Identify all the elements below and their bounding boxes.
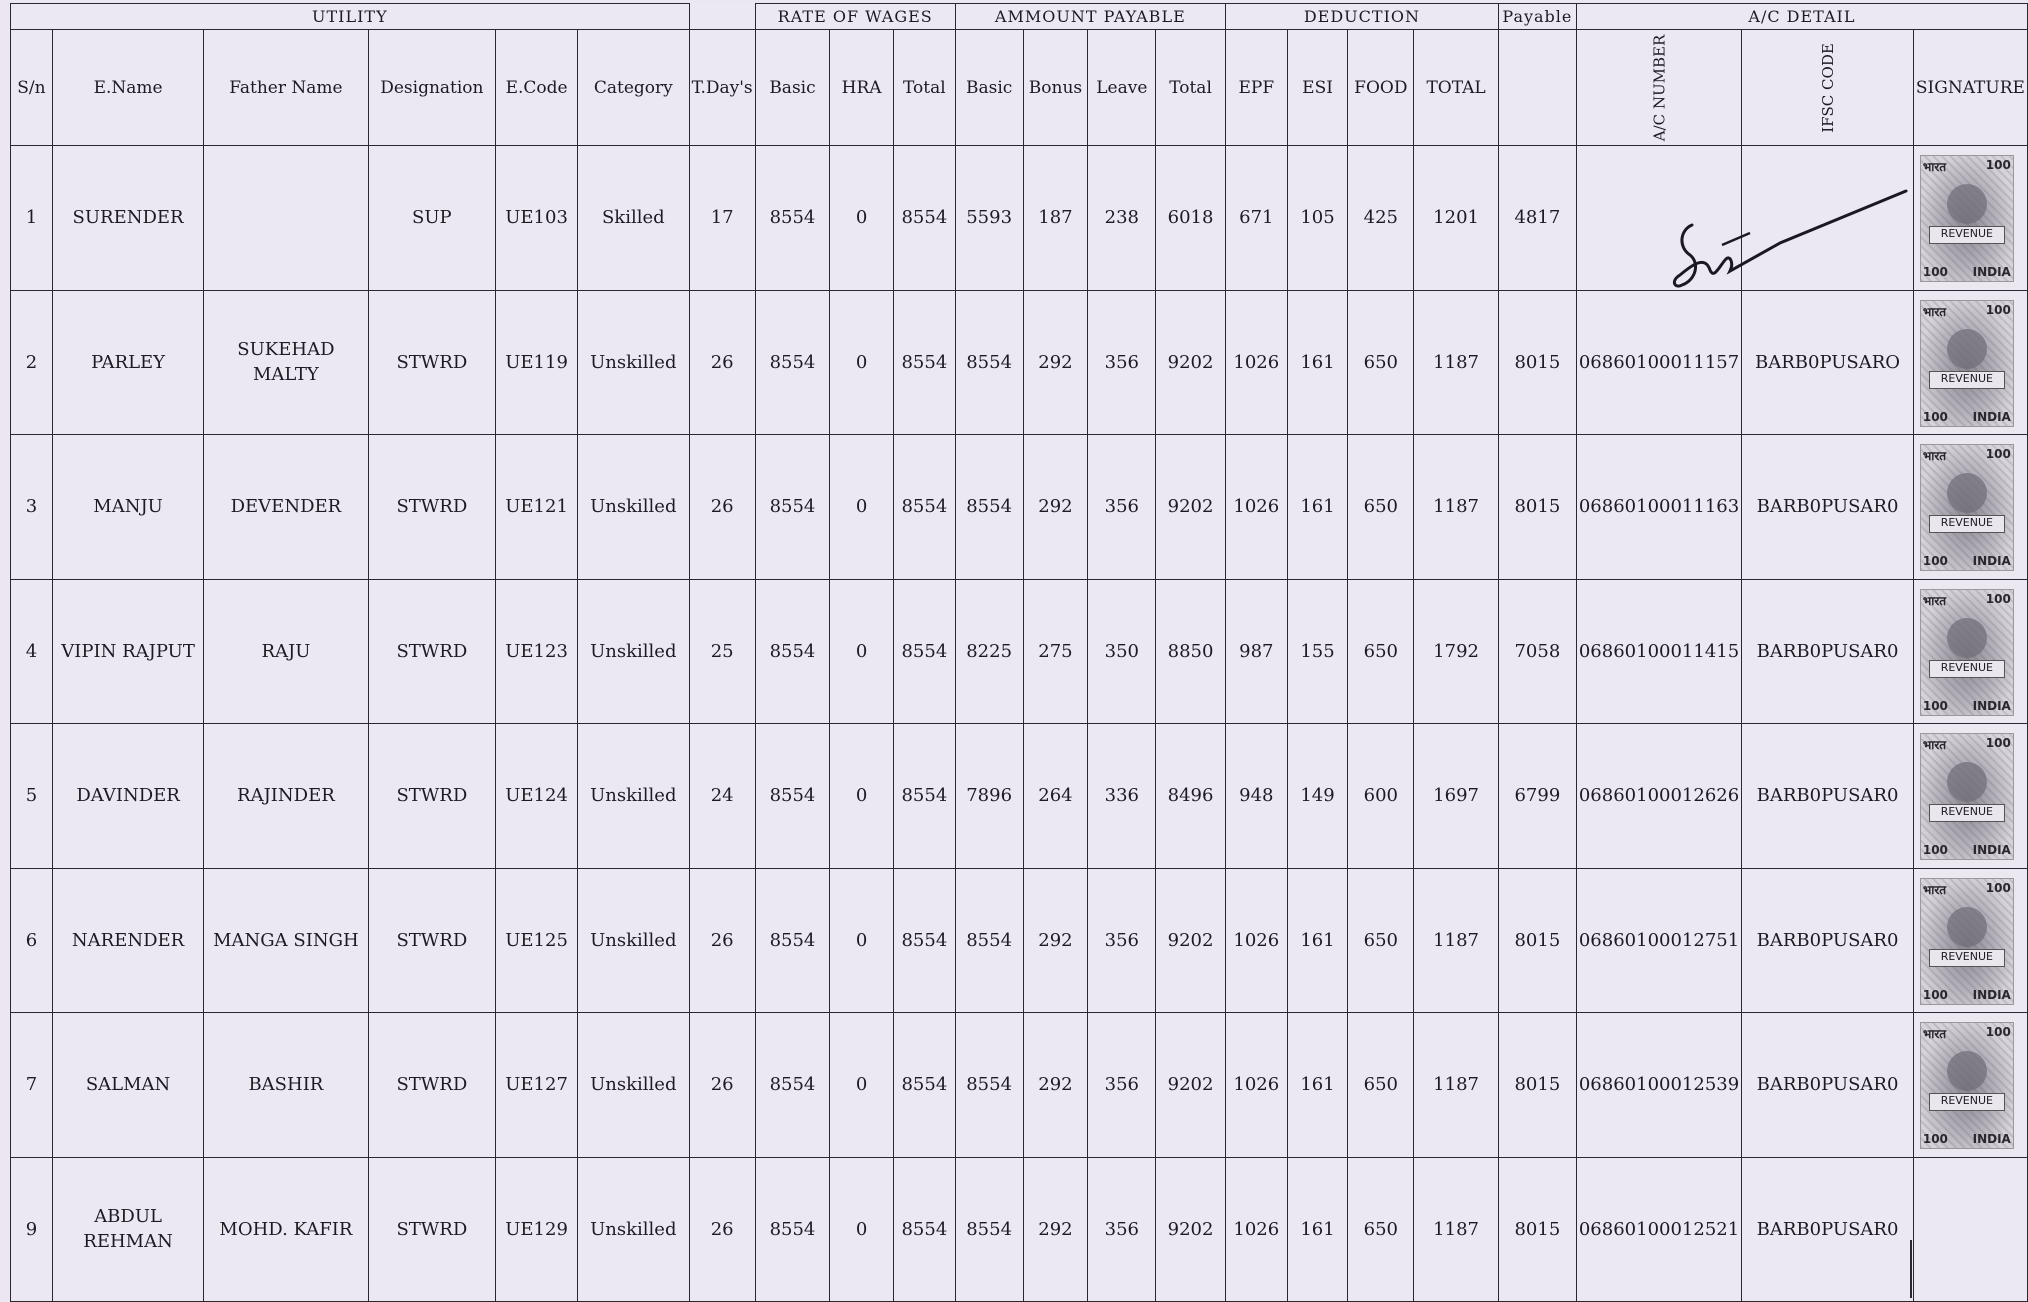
cell-ded-food: 650 bbox=[1348, 579, 1414, 724]
revenue-stamp bbox=[1920, 444, 2014, 571]
emblem-icon bbox=[1947, 329, 1987, 369]
cell-father: BASHIR bbox=[204, 1013, 368, 1158]
cell-category: Unskilled bbox=[577, 579, 689, 724]
cell-ecode: UE119 bbox=[496, 290, 578, 435]
col-ifsc-label: IFSC CODE bbox=[1818, 42, 1837, 133]
cell-ifsc: BARB0PUSAR0 bbox=[1742, 724, 1914, 869]
emblem-icon bbox=[1947, 762, 1987, 802]
cell-amt-basic: 8554 bbox=[955, 1013, 1023, 1158]
cell-designation: STWRD bbox=[368, 1157, 496, 1302]
group-payable: Payable bbox=[1498, 4, 1576, 30]
cell-amt-total: 9202 bbox=[1156, 868, 1226, 1013]
cell-designation: STWRD bbox=[368, 868, 496, 1013]
cell-signature bbox=[1913, 290, 2027, 435]
cell-ded-total: 1187 bbox=[1414, 1013, 1499, 1158]
cell-rate-hra: 0 bbox=[830, 724, 894, 869]
stamp-top-text: भारत 100 bbox=[1922, 736, 2011, 752]
stamp-bottom-text: 100 INDIA bbox=[1922, 843, 2011, 857]
cell-ded-epf: 1026 bbox=[1225, 1013, 1287, 1158]
cell-rate-total: 8554 bbox=[893, 146, 955, 291]
stamp-word: REVENUE bbox=[1929, 1093, 2005, 1111]
stamp-top-text: भारत 100 bbox=[1922, 158, 2011, 174]
cell-amt-leave: 356 bbox=[1088, 290, 1156, 435]
stamp-top-text: भारत 100 bbox=[1922, 302, 2011, 319]
cell-sn: 6 bbox=[11, 868, 53, 1013]
cell-payable: 8015 bbox=[1498, 1013, 1576, 1158]
col-ac-number-label: A/C NUMBER bbox=[1650, 34, 1669, 141]
emblem-icon bbox=[1947, 473, 1987, 513]
cell-ded-esi: 161 bbox=[1287, 435, 1348, 580]
cell-ecode: UE123 bbox=[496, 579, 578, 724]
cell-designation: STWRD bbox=[368, 290, 496, 435]
cell-rate-total: 8554 bbox=[893, 435, 955, 580]
handwritten-signature bbox=[1630, 185, 1910, 315]
group-utility: UTILITY bbox=[11, 4, 690, 30]
cell-rate-basic: 8554 bbox=[755, 146, 830, 291]
cell-ifsc: BARB0PUSARO bbox=[1742, 290, 1914, 435]
cell-ecode: UE121 bbox=[496, 435, 578, 580]
cell-rate-basic: 8554 bbox=[755, 579, 830, 724]
cell-amt-leave: 356 bbox=[1088, 1157, 1156, 1302]
table-row bbox=[11, 868, 2028, 1013]
cell-sn: 4 bbox=[11, 579, 53, 724]
cell-ename: ABDUL REHMAN bbox=[52, 1157, 203, 1302]
cell-ecode: UE125 bbox=[496, 868, 578, 1013]
cell-ded-total: 1697 bbox=[1414, 724, 1499, 869]
cell-tdays: 17 bbox=[689, 146, 755, 291]
group-rate-of-wages: RATE OF WAGES bbox=[755, 4, 955, 30]
cell-amt-bonus: 292 bbox=[1023, 290, 1088, 435]
col-signature: SIGNATURE bbox=[1913, 30, 2027, 146]
cell-rate-hra: 0 bbox=[830, 579, 894, 724]
cell-ded-food: 650 bbox=[1348, 435, 1414, 580]
cell-amt-total: 9202 bbox=[1156, 1013, 1226, 1158]
cell-ded-food: 650 bbox=[1348, 868, 1414, 1013]
cell-rate-basic: 8554 bbox=[755, 1013, 830, 1158]
cell-amt-bonus: 292 bbox=[1023, 1013, 1088, 1158]
cell-signature bbox=[1913, 1013, 2027, 1158]
cell-ifsc: BARB0PUSAR0 bbox=[1742, 435, 1914, 580]
col-sn: S/n bbox=[11, 30, 53, 146]
cell-ac-number: 06860100012751 bbox=[1576, 868, 1741, 1013]
cell-amt-bonus: 292 bbox=[1023, 435, 1088, 580]
cell-rate-total: 8554 bbox=[893, 724, 955, 869]
col-ded-food: FOOD bbox=[1348, 30, 1414, 146]
cell-ded-esi: 161 bbox=[1287, 1013, 1348, 1158]
cell-amt-total: 9202 bbox=[1156, 435, 1226, 580]
cell-rate-hra: 0 bbox=[830, 435, 894, 580]
stamp-top-text: भारत 100 bbox=[1922, 591, 2011, 608]
col-ename: E.Name bbox=[52, 30, 203, 146]
cell-category: Skilled bbox=[577, 146, 689, 291]
cell-sn: 7 bbox=[11, 1013, 53, 1158]
col-rate-basic: Basic bbox=[755, 30, 830, 146]
cell-ded-epf: 987 bbox=[1225, 579, 1287, 724]
cell-designation: STWRD bbox=[368, 579, 496, 724]
cell-rate-total: 8554 bbox=[893, 579, 955, 724]
group-amount-payable: AMMOUNT PAYABLE bbox=[955, 4, 1225, 30]
cell-designation: STWRD bbox=[368, 1013, 496, 1158]
cell-ecode: UE124 bbox=[496, 724, 578, 869]
cell-amt-total: 9202 bbox=[1156, 290, 1226, 435]
cell-rate-hra: 0 bbox=[830, 1157, 894, 1302]
cell-category: Unskilled bbox=[577, 435, 689, 580]
cell-ename: VIPIN RAJPUT bbox=[52, 579, 203, 724]
cell-payable: 6799 bbox=[1498, 724, 1576, 869]
cell-ded-epf: 1026 bbox=[1225, 1157, 1287, 1302]
stamp-word: REVENUE bbox=[1929, 660, 2005, 678]
table-row bbox=[11, 435, 2028, 580]
cell-amt-leave: 350 bbox=[1088, 579, 1156, 724]
col-amt-bonus: Bonus bbox=[1023, 30, 1088, 146]
stamp-bottom-text: 100 INDIA bbox=[1922, 265, 2011, 279]
cell-rate-total: 8554 bbox=[893, 1157, 955, 1302]
table-row bbox=[11, 1157, 2028, 1302]
cell-amt-leave: 336 bbox=[1088, 724, 1156, 869]
cell-ded-total: 1187 bbox=[1414, 868, 1499, 1013]
cell-category: Unskilled bbox=[577, 1157, 689, 1302]
col-tdays: T.Day's bbox=[689, 30, 755, 146]
cell-signature bbox=[1913, 435, 2027, 580]
cell-ename: PARLEY bbox=[52, 290, 203, 435]
cell-amt-total: 8496 bbox=[1156, 724, 1226, 869]
cell-ded-food: 650 bbox=[1348, 1157, 1414, 1302]
cell-signature bbox=[1913, 868, 2027, 1013]
cell-amt-bonus: 275 bbox=[1023, 579, 1088, 724]
cell-ac-number: 06860100011157 bbox=[1576, 290, 1741, 435]
col-ded-epf: EPF bbox=[1225, 30, 1287, 146]
cell-sn: 5 bbox=[11, 724, 53, 869]
cell-amt-bonus: 292 bbox=[1023, 1157, 1088, 1302]
cell-amt-basic: 8554 bbox=[955, 290, 1023, 435]
cell-tdays: 26 bbox=[689, 868, 755, 1013]
cell-amt-leave: 356 bbox=[1088, 435, 1156, 580]
cell-father: RAJINDER bbox=[204, 724, 368, 869]
col-father: Father Name bbox=[204, 30, 368, 146]
cell-rate-hra: 0 bbox=[830, 1013, 894, 1158]
cell-ecode: UE103 bbox=[496, 146, 578, 291]
cell-ded-total: 1187 bbox=[1414, 290, 1499, 435]
cell-ded-esi: 161 bbox=[1287, 1157, 1348, 1302]
cell-tdays: 24 bbox=[689, 724, 755, 869]
cell-payable: 8015 bbox=[1498, 435, 1576, 580]
cell-father: DEVENDER bbox=[204, 435, 368, 580]
col-payable bbox=[1498, 30, 1576, 146]
cell-payable: 8015 bbox=[1498, 290, 1576, 435]
cell-ename: NARENDER bbox=[52, 868, 203, 1013]
cell-ac-number: 06860100011415 bbox=[1576, 579, 1741, 724]
cell-tdays: 25 bbox=[689, 579, 755, 724]
col-ded-total: TOTAL bbox=[1414, 30, 1499, 146]
cell-sn: 1 bbox=[11, 146, 53, 291]
cell-signature bbox=[1913, 146, 2027, 291]
cell-ac-number: 06860100012539 bbox=[1576, 1013, 1741, 1158]
col-ac-number bbox=[1576, 30, 1741, 146]
cell-rate-total: 8554 bbox=[893, 1013, 955, 1158]
col-amt-leave: Leave bbox=[1088, 30, 1156, 146]
revenue-stamp bbox=[1920, 733, 2014, 860]
stamp-top-text: भारत 100 bbox=[1922, 880, 2011, 897]
stamp-bottom-text: 100 INDIA bbox=[1922, 1132, 2011, 1146]
stamp-word: REVENUE bbox=[1929, 515, 2005, 533]
col-amt-basic: Basic bbox=[955, 30, 1023, 146]
cell-ename: SURENDER bbox=[52, 146, 203, 291]
cell-amt-basic: 8554 bbox=[955, 435, 1023, 580]
column-header-row bbox=[11, 30, 2028, 146]
cell-signature bbox=[1913, 724, 2027, 869]
cell-amt-basic: 5593 bbox=[955, 146, 1023, 291]
cell-amt-bonus: 264 bbox=[1023, 724, 1088, 869]
cell-ded-esi: 155 bbox=[1287, 579, 1348, 724]
cell-ded-esi: 149 bbox=[1287, 724, 1348, 869]
group-blank bbox=[689, 4, 755, 30]
col-designation: Designation bbox=[368, 30, 496, 146]
cell-amt-total: 9202 bbox=[1156, 1157, 1226, 1302]
cell-payable: 4817 bbox=[1498, 146, 1576, 291]
revenue-stamp bbox=[1920, 589, 2014, 716]
cell-rate-basic: 8554 bbox=[755, 290, 830, 435]
register-body bbox=[11, 146, 2028, 1302]
cell-ded-esi: 161 bbox=[1287, 290, 1348, 435]
cell-rate-total: 8554 bbox=[893, 290, 955, 435]
stamp-word: REVENUE bbox=[1929, 371, 2005, 389]
cell-father: MANGA SINGH bbox=[204, 868, 368, 1013]
cell-amt-total: 6018 bbox=[1156, 146, 1226, 291]
col-ecode: E.Code bbox=[496, 30, 578, 146]
stamp-word: REVENUE bbox=[1929, 949, 2005, 967]
emblem-icon bbox=[1947, 618, 1987, 658]
cell-category: Unskilled bbox=[577, 290, 689, 435]
cell-ded-total: 1201 bbox=[1414, 146, 1499, 291]
cell-ename: MANJU bbox=[52, 435, 203, 580]
cell-amt-basic: 8225 bbox=[955, 579, 1023, 724]
cell-ded-food: 650 bbox=[1348, 290, 1414, 435]
cell-category: Unskilled bbox=[577, 1013, 689, 1158]
cell-ded-epf: 1026 bbox=[1225, 868, 1287, 1013]
cell-rate-hra: 0 bbox=[830, 146, 894, 291]
stamp-bottom-text: 100 INDIA bbox=[1922, 987, 2011, 1002]
cell-ded-epf: 671 bbox=[1225, 146, 1287, 291]
stamp-bottom-text: 100 INDIA bbox=[1922, 409, 2011, 424]
cell-ded-total: 1187 bbox=[1414, 435, 1499, 580]
revenue-stamp bbox=[1920, 155, 2014, 282]
stamp-bottom-text: 100 INDIA bbox=[1922, 554, 2011, 568]
cell-ded-total: 1792 bbox=[1414, 579, 1499, 724]
cell-sn: 3 bbox=[11, 435, 53, 580]
cell-amt-basic: 8554 bbox=[955, 868, 1023, 1013]
cell-category: Unskilled bbox=[577, 724, 689, 869]
cell-amt-bonus: 187 bbox=[1023, 146, 1088, 291]
cell-father bbox=[204, 146, 368, 291]
group-header-row bbox=[11, 4, 2028, 30]
cell-tdays: 26 bbox=[689, 1157, 755, 1302]
cell-ename: SALMAN bbox=[52, 1013, 203, 1158]
cell-sn: 2 bbox=[11, 290, 53, 435]
cell-father: RAJU bbox=[204, 579, 368, 724]
cell-amt-leave: 238 bbox=[1088, 146, 1156, 291]
cell-signature bbox=[1913, 579, 2027, 724]
cell-amt-basic: 7896 bbox=[955, 724, 1023, 869]
cell-ac-number: 06860100011163 bbox=[1576, 435, 1741, 580]
cell-tdays: 26 bbox=[689, 290, 755, 435]
revenue-stamp bbox=[1920, 878, 2014, 1005]
cell-ded-esi: 105 bbox=[1287, 146, 1348, 291]
table-row bbox=[11, 579, 2028, 724]
revenue-stamp bbox=[1920, 300, 2014, 427]
cell-rate-basic: 8554 bbox=[755, 868, 830, 1013]
stamp-top-text: भारत 100 bbox=[1922, 447, 2011, 463]
table-row bbox=[11, 724, 2028, 869]
cell-ifsc: BARB0PUSAR0 bbox=[1742, 1157, 1914, 1302]
cell-payable: 8015 bbox=[1498, 868, 1576, 1013]
col-ded-esi: ESI bbox=[1287, 30, 1348, 146]
cell-ded-epf: 1026 bbox=[1225, 435, 1287, 580]
cell-rate-basic: 8554 bbox=[755, 1157, 830, 1302]
cell-rate-hra: 0 bbox=[830, 290, 894, 435]
emblem-icon bbox=[1947, 907, 1987, 947]
cell-designation: STWRD bbox=[368, 435, 496, 580]
cell-tdays: 26 bbox=[689, 435, 755, 580]
cell-ename: DAVINDER bbox=[52, 724, 203, 869]
cell-ded-epf: 1026 bbox=[1225, 290, 1287, 435]
emblem-icon bbox=[1947, 1051, 1987, 1091]
cell-rate-basic: 8554 bbox=[755, 724, 830, 869]
cell-rate-hra: 0 bbox=[830, 868, 894, 1013]
cell-ac-number: 06860100012626 bbox=[1576, 724, 1741, 869]
cell-tdays: 26 bbox=[689, 1013, 755, 1158]
col-rate-total: Total bbox=[893, 30, 955, 146]
cell-ifsc: BARB0PUSAR0 bbox=[1742, 868, 1914, 1013]
cell-ded-food: 600 bbox=[1348, 724, 1414, 869]
stamp-bottom-text: 100 INDIA bbox=[1922, 698, 2011, 713]
cell-amt-leave: 356 bbox=[1088, 868, 1156, 1013]
col-ifsc bbox=[1742, 30, 1914, 146]
cell-father: SUKEHAD MALTY bbox=[204, 290, 368, 435]
cell-amt-basic: 8554 bbox=[955, 1157, 1023, 1302]
stamp-word: REVENUE bbox=[1929, 226, 2005, 244]
col-category: Category bbox=[577, 30, 689, 146]
cell-amt-total: 8850 bbox=[1156, 579, 1226, 724]
stamp-top-text: भारत 100 bbox=[1922, 1025, 2011, 1041]
cell-ded-epf: 948 bbox=[1225, 724, 1287, 869]
cell-ecode: UE129 bbox=[496, 1157, 578, 1302]
cell-designation: STWRD bbox=[368, 724, 496, 869]
cell-sn: 9 bbox=[11, 1157, 53, 1302]
cell-amt-leave: 356 bbox=[1088, 1013, 1156, 1158]
col-rate-hra: HRA bbox=[830, 30, 894, 146]
table-row bbox=[11, 1013, 2028, 1158]
cell-rate-basic: 8554 bbox=[755, 435, 830, 580]
col-amt-total: Total bbox=[1156, 30, 1226, 146]
cell-ifsc: BARB0PUSAR0 bbox=[1742, 579, 1914, 724]
cell-ded-total: 1187 bbox=[1414, 1157, 1499, 1302]
cell-amt-bonus: 292 bbox=[1023, 868, 1088, 1013]
stamp-word: REVENUE bbox=[1929, 804, 2005, 822]
cell-ac-number: 06860100012521 bbox=[1576, 1157, 1741, 1302]
cell-payable: 7058 bbox=[1498, 579, 1576, 724]
revenue-stamp bbox=[1920, 1022, 2014, 1149]
cell-ded-esi: 161 bbox=[1287, 868, 1348, 1013]
cell-ded-food: 425 bbox=[1348, 146, 1414, 291]
cell-father: MOHD. KAFIR bbox=[204, 1157, 368, 1302]
group-deduction: DEDUCTION bbox=[1225, 4, 1498, 30]
bottom-edge-rule bbox=[1910, 1240, 1912, 1298]
group-ac-detail: A/C DETAIL bbox=[1576, 4, 2027, 30]
cell-designation: SUP bbox=[368, 146, 496, 291]
cell-ecode: UE127 bbox=[496, 1013, 578, 1158]
emblem-icon bbox=[1947, 184, 1987, 224]
cell-ifsc: BARB0PUSAR0 bbox=[1742, 1013, 1914, 1158]
cell-rate-total: 8554 bbox=[893, 868, 955, 1013]
cell-ded-food: 650 bbox=[1348, 1013, 1414, 1158]
cell-category: Unskilled bbox=[577, 868, 689, 1013]
cell-payable: 8015 bbox=[1498, 1157, 1576, 1302]
cell-signature bbox=[1913, 1157, 2027, 1302]
